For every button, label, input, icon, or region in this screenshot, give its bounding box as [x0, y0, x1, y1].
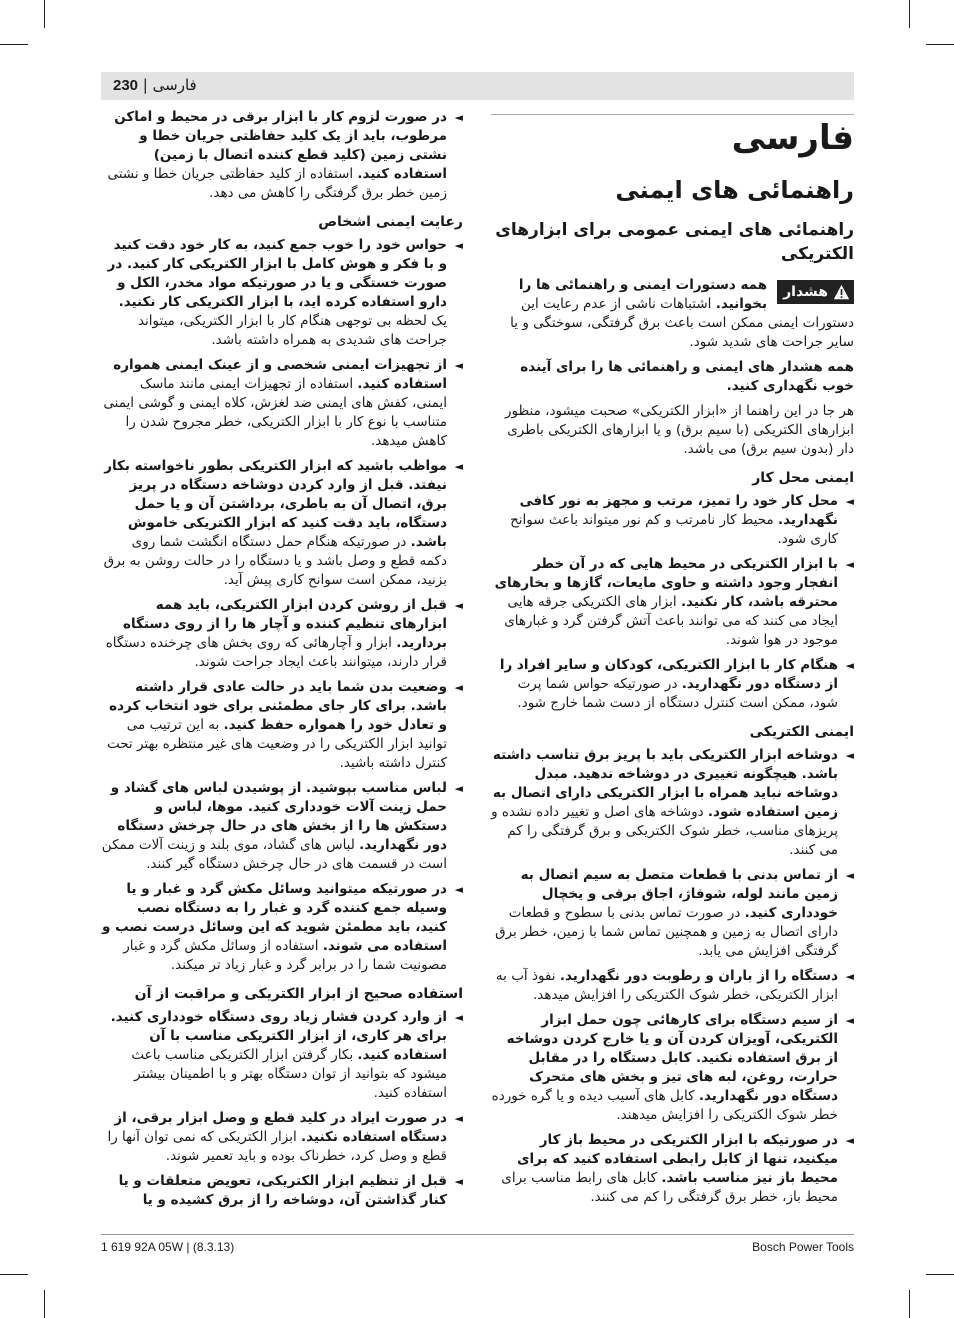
warning-badge: هشدار	[777, 280, 854, 304]
item-bold-text: از وارد کردن فشار زیاد روی دستگاه خودداری کنید. برای هر کاری، از ابزار الکتریکی مناسب با آن استفاده کنید.	[110, 1009, 447, 1063]
bullet-icon: ◄	[454, 1011, 463, 1024]
item-text: استفاده از تجهیزات ایمنی مانند ماسک ایمنی، کفش های ایمنی ضد لغزش، کلاه ایمنی و گوشی ایمنی متناسب با نوع کار با ابزار الکتریکی، خطر مجروح شدن را کاهش میدهد.	[103, 376, 447, 449]
bullet-icon: ◄	[454, 883, 463, 896]
item-text: ابزار و آچارهائی که روی بخش های چرخنده دستگاه قرار دارند، میتوانند باعث ایجاد جراحت شوند.	[105, 635, 447, 670]
bullet-icon: ◄	[845, 869, 854, 882]
item-bold-text: مواظب باشید که ابزار الکتریکی بطور ناخواسته بکار نیفتد. قبل از وارد کردن دوشاخه دستگاه در پریز برق، اتصال آن به باطری، برداشتن آن و یا حمل دستگاه، باید دقت کنید که ابزار الکتریکی خاموش باشد.	[104, 458, 447, 550]
safety-title: راهنمائی های ایمنی	[615, 176, 854, 204]
bullet-icon: ◄	[454, 111, 463, 124]
section-heading: رعایت ایمنی اشخاص	[318, 214, 463, 230]
left-column	[101, 108, 463, 1216]
list-item: ◄ در صورت لزوم کار با ابزار برقی در محیط و اماکن مرطوب، باید از یک کلید حفاظتی جریان خطا و نشتی زمین (کلید قطع کننده اتصال با زمین) استفاده کنید. استفاده از کلید حفاظتی جریان خطا و نشتی زمین خطر برق گرفتگی را کاهش می دهد.	[107, 109, 463, 201]
right-column	[491, 110, 854, 1213]
page-number: 230 | فارسی	[113, 76, 197, 94]
item-text: به این ترتیب می توانید ابزار الکتریکی را در وضعیت های غیر منتظره بهتر تحت کنترل داشته باشید.	[106, 717, 447, 771]
list-item	[101, 356, 463, 451]
list-item	[491, 492, 854, 549]
bullet-icon: ◄	[845, 1134, 854, 1147]
item-text: در صورت تماس بدنی با سطوح و قطعات دارای اتصال به زمین و همچنین تماس شما با زمین، خطر برق گرفتگی افزایش می یابد.	[495, 905, 838, 959]
bullet-list	[101, 1008, 463, 1210]
warning-icon	[833, 284, 850, 301]
list-item	[491, 1131, 854, 1207]
bullet-icon: ◄	[845, 495, 854, 508]
bullet-list	[491, 492, 854, 713]
section-heading: ایمنی محل کار	[752, 470, 854, 486]
item-bold-text: دوشاخه ابزار الکتریکی باید با پریز برق تناسب داشته باشد. هیچگونه تغییری در دوشاخه ندهید. مبدل دوشاخه نباید همراه با ابزار الکتریکی دارای اتصال به زمین استفاده شود.	[492, 747, 838, 820]
bullet-icon: ◄	[845, 970, 854, 983]
item-bold-text: در صورت ایراد در کلید قطع و وصل ابزار برقی، از دستگاه استفاده نکنید.	[114, 1110, 447, 1145]
page-header	[101, 72, 854, 100]
list-item	[491, 746, 854, 860]
item-bold-text: لباس مناسب بپوشید. از پوشیدن لباس های گشاد و حمل زینت آلات خودداری کنید. موها، لباس و دستکش ها را از بخش های در حال چرخش دستگاه دور نگهدارید.	[110, 780, 447, 853]
crop-mark	[44, 0, 45, 28]
item-bold-text: از تماس بدنی با قطعات متصل به سیم اتصال به زمین مانند لوله، شوفاژ، اجاق برقی و یخچال خودداری کنید.	[520, 867, 838, 921]
item-text: کابل های رابط مناسب برای محیط باز، خطر برق گرفتگی را کم می کنند.	[501, 1170, 838, 1205]
crop-mark	[0, 44, 28, 45]
bullet-icon: ◄	[454, 239, 463, 252]
list-item	[101, 1109, 463, 1166]
item-bold-text: در صورتیکه میتوانید وسائل مکش گرد و غبار و یا وسیله جمع کننده گرد و غبار را به دستگاه نصب کنید، باید مطمئن شوید که این وسائل درست نصب و استفاده می شوند.	[102, 881, 447, 954]
footer-divider	[101, 1234, 854, 1235]
keep-instructions: همه هشدار های ایمنی و راهنمائی ها را برای آینده خوب نگهداری کنید.	[520, 359, 854, 394]
list-item	[101, 236, 463, 350]
item-bold-text: از تجهیزات ایمنی شخصی و از عینک ایمنی همواره استفاده کنید.	[113, 357, 447, 392]
list-item	[101, 1008, 463, 1103]
footer-brand: Bosch Power Tools	[752, 1240, 854, 1254]
list-item	[101, 596, 463, 672]
item-text: در صورتیکه هنگام حمل دستگاه انگشت شما روی دکمه قطع و وصل باشد و یا دستگاه را در حالت روشن به برق بزنید، ممکن است سوانح کاری پیش آید.	[103, 534, 447, 588]
section-heading: ایمنی الکتریکی	[749, 724, 854, 740]
item-text: نفوذ آب به ابزار الکتریکی، خطر شوک الکتریکی را افزایش میدهد.	[495, 968, 838, 1003]
bullet-icon: ◄	[845, 749, 854, 762]
right-sections	[491, 469, 854, 1207]
list-item	[101, 457, 463, 590]
bullet-icon: ◄	[454, 681, 463, 694]
item-bold-text: حواس خود را خوب جمع کنید، به کار خود دقت کنید و با فکر و هوش کامل با ابزار الکتریکی کار کنید. در صورت خستگی و یا در صورتیکه مواد مخدر، الکل و دارو استفاده کرده اید، با ابزار الکتریکی کار نکنید.	[107, 237, 447, 310]
bullet-list	[491, 746, 854, 1207]
list-item	[101, 779, 463, 874]
item-bold-text: قبل از تنظیم ابزار الکتریکی، تعویض متعلقات و یا کنار گذاشتن آن، دوشاخه را از برق کشیده و یا	[118, 1173, 447, 1208]
warning-text: اشتباهات ناشی از عدم رعایت این دستورات ایمنی ممکن است باعث برق گرفتگی، سوختگی و یا سایر جراحت های شدید شود.	[510, 296, 854, 350]
warning-block	[491, 276, 854, 352]
warning-bold: همه دستورات ایمنی و راهنمائی ها را بخوانید.	[518, 277, 768, 312]
definition-text: هر جا در این راهنما از «ابزار الکتریکی» صحبت میشود، منظور ابزارهای الکتریکی (با سیم برق) و یا ابزارهای الکتریکی باطری دار (بدون سیم برق) می باشد.	[504, 403, 854, 457]
bullet-icon: ◄	[454, 599, 463, 612]
general-safety-title: راهنمائی های ایمنی عمومی برای ابزارهای الکتریکی	[495, 220, 854, 264]
bullet-list	[101, 236, 463, 975]
list-item	[491, 866, 854, 961]
list-item	[101, 1172, 463, 1210]
item-bold-text: از سیم دستگاه برای کارهائی چون حمل ابزار الکتریکی، آویزان کردن آن و یا خارج کردن دوشاخه از برق استفاده نکنید. کابل دستگاه را در مقابل حرارت، روغن، لبه های تیز و بخش های متحرک دستگاه دور نگهدارید.	[506, 1012, 838, 1104]
list-item	[101, 678, 463, 773]
crop-mark	[909, 1290, 910, 1318]
item-bold-text: محل کار خود را تمیز، مرتب و مجهز به نور کافی نگهدارید.	[519, 493, 838, 528]
item-text: ابزار های الکتریکی جرقه هایی ایجاد می کنند که می توانند باعث آتش گرفتن گرد و غبارهای موجود در هوا شوند.	[504, 594, 838, 648]
item-text: ابزار الکتریکی که نمی توان آنها را قطع و وصل کرد، خطرناک بوده و باید تعمیر شوند.	[107, 1129, 447, 1164]
item-text: یک لحظه بی توجهی هنگام کار با ابزار الکتریکی، میتواند جراحت های شدیدی به همراه داشته باشد.	[137, 313, 447, 348]
list-item	[491, 555, 854, 650]
crop-mark	[0, 1274, 28, 1275]
list-item	[101, 880, 463, 975]
section-heading: استفاده صحیح از ابزار الکتریکی و مراقبت از آن	[134, 986, 463, 1002]
item-text: محیط کار نامرتب و کم نور میتواند باعث سوانح کاری شود.	[510, 512, 838, 547]
list-item	[491, 1011, 854, 1125]
item-bold-text: وضعیت بدن شما باید در حالت عادی قرار داشته باشد. برای کار جای مطمئنی برای خود انتخاب کرده و تعادل خود را همواره حفظ کنید.	[109, 679, 447, 733]
bullet-icon: ◄	[454, 1175, 463, 1188]
bullet-icon: ◄	[454, 359, 463, 372]
item-text: در صورتیکه حواس شما پرت شود، ممکن است کنترل دستگاه از دست شما خارج شود.	[517, 676, 838, 711]
item-text: استفاده از وسائل مکش گرد و غبار مصونیت شما را در برابر گرد و غبار زیاد تر میکند.	[123, 938, 447, 973]
page-title: فارسی	[731, 118, 854, 158]
item-bold-text: دستگاه را از باران و رطوبت دور نگهدارید.	[559, 968, 838, 984]
crop-mark	[926, 1274, 954, 1275]
left-sections	[101, 213, 463, 1210]
bullet-icon: ◄	[845, 1014, 854, 1027]
bullet-icon: ◄	[845, 558, 854, 571]
crop-mark	[926, 44, 954, 45]
item-bold-text: با ابزار الکتریکی در محیط هایی که در آن خطر انفجار وجود داشته و حاوی مایعات، گازها و بخارهای محترقه باشد، کار نکنید.	[494, 556, 838, 610]
item-text: بکار گرفتن ابزار الکتریکی مناسب باعث میشود که بتوانید از توان دستگاه بهتر و با اطمینان بیشتر استفاده کنید.	[131, 1047, 447, 1101]
crop-mark	[909, 0, 910, 28]
item-text: کابل های آسیب دیده و یا گره خورده خطر شوک الکتریکی را افزایش میدهند.	[491, 1088, 838, 1123]
bullet-icon: ◄	[845, 659, 854, 672]
footer-doc-number: 1 619 92A 05W | (8.3.13)	[101, 1240, 235, 1254]
item-text: دوشاخه های اصل و تغییر داده نشده و پریزهای مناسب، خطر شوک الکتریکی و برق گرفتگی را کم می کنند.	[491, 804, 838, 858]
list-item	[491, 656, 854, 713]
item-bold-text: در صورتیکه با ابزار الکتریکی در محیط باز کار میکنید، تنها از کابل رابطی استفاده کنید که برای محیط باز نیز مناسب باشد.	[517, 1132, 838, 1186]
item-bold-text: هنگام کار با ابزار الکتریکی، کودکان و سایر افراد را از دستگاه دور نگهدارید.	[499, 657, 838, 692]
crop-mark	[44, 1290, 45, 1318]
item-bold-text: قبل از روشن کردن ابزار الکتریکی، باید همه ابزارهای تنظیم کننده و آچار ها را از روی دستگاه بردارید.	[122, 597, 447, 651]
item-text: لباس های گشاد، موی بلند و زینت آلات ممکن است در قسمت های در حال چرخش دستگاه گیر کنند.	[101, 837, 447, 872]
bullet-icon: ◄	[454, 1112, 463, 1125]
bullet-icon: ◄	[454, 460, 463, 473]
bullet-icon: ◄	[454, 782, 463, 795]
list-item	[491, 967, 854, 1005]
